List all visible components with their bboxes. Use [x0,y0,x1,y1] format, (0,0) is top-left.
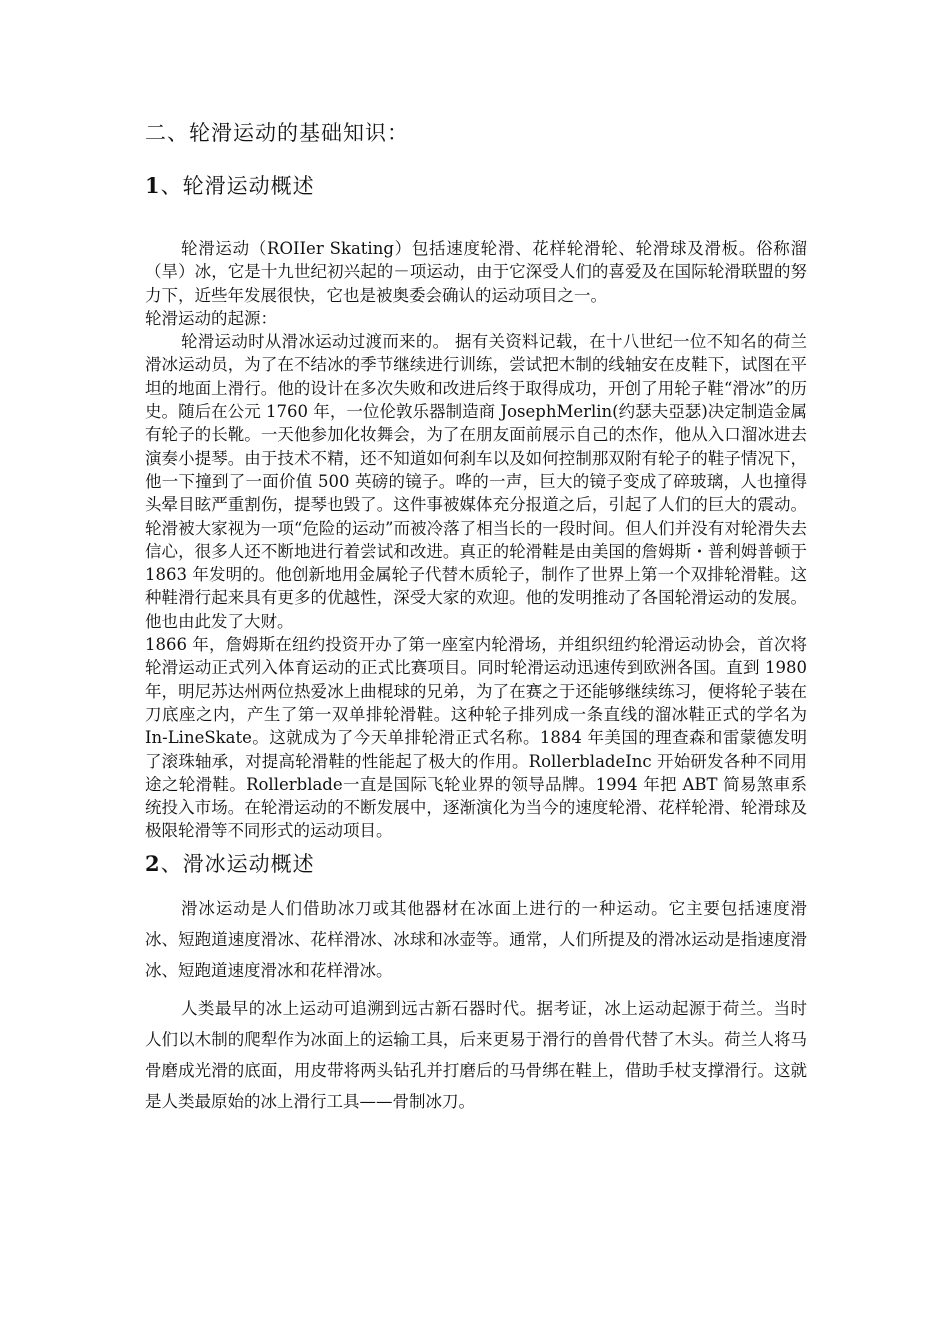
document-content [145,118,807,1124]
paragraph: 轮滑运动的起源： [145,308,277,328]
paragraph: 1866 年，詹姆斯在纽约投资开办了第一座室内轮滑场，并组织纽约轮滑运动协会，首次将轮滑运动正式列入体育运动的正式比赛项目。同时轮滑运动迅速传到欧洲各国。直到 1980 年，明尼苏达州两位热爱冰上曲棍球的兄弟，为了在赛之于还能够继续练习，便将轮子装在刀底座之内，产生了第一双单排轮滑鞋。这种轮子排列成一条直线的溜冰鞋正式的学名为 In-LineSkate。这就成为了今天单排轮滑正式名称。1884 年美国的理查森和雷蒙德发明了滚珠轴承，对提高轮滑鞋的性能起了极大的作用。RollerbladeInc 开始研发各种不同用途之轮滑鞋。Rollerblade一直是国际飞轮业界的领导品牌。1994 年把 ABT 简易煞車系统投入市场。在轮滑运动的不断发展中，逐渐演化为当今的速度轮滑、花样轮滑、轮滑球及极限轮滑等不同形式的运动项目。 [145,635,807,841]
subsection-number: 2 [145,850,161,876]
subsection-heading-1 [145,171,807,201]
section-title: 二、轮滑运动的基础知识： [145,121,409,145]
paragraph: 轮滑运动（ROIIer Skating）包括速度轮滑、花样轮滑轮、轮滑球及滑板。俗称溜（旱）冰，它是十九世纪初兴起的－项运动，由于它深受人们的喜爱及在国际轮滑联盟的努力下，近些年发展很快，它也是被奥委会确认的运动项目之一。 [145,239,807,305]
subsection-title: 、轮滑运动概述 [160,174,315,198]
subsection-title: 、滑冰运动概述 [160,851,315,876]
paragraph: 轮滑运动时从滑冰运动过渡而来的。 据有关资料记载，在十八世纪一位不知名的荷兰滑冰运动员，为了在不结冰的季节继续进行训练，尝试把木制的线轴安在皮鞋下，试图在平坦的地面上滑行。他的设计在多次失败和改进后终于取得成功，开创了用轮子鞋“滑冰”的历史。随后在公元 1760 年，一位伦敦乐器制造商 JosephMerlin(约瑟夫亞瑟)决定制造金属有轮子的长靴。一天他参加化妆舞会，为了在朋友面前展示自己的杰作，他从入口溜冰进去演奏小提琴。由于技术不精，还不知道如何刹车以及如何控制那双附有轮子的鞋子情况下，他一下撞到了一面价值 500 英磅的镜子。哗的一声，巨大的镜子变成了碎玻璃，人也撞得头晕目眩严重割伤，提琴也毁了。这件事被媒体充分报道之后，引起了人们的巨大的震动。轮滑被大家视为一项“危险的运动”而被冷落了相当长的一段时间。但人们并没有对轮滑失去信心，很多人还不断地进行着尝试和改进。真正的轮滑鞋是由美国的詹姆斯・普利姆普顿于 1863 年发明的。他创新地用金属轮子代替木质轮子，制作了世界上第一个双排轮滑鞋。这种鞋滑行起来具有更多的优越性，深受大家的欢迎。他的发明推动了各国轮滑运动的发展。他也由此发了大财。 [145,332,807,631]
paragraph: 人类最早的冰上运动可追溯到远古新石器时代。据考证，冰上运动起源于荷兰。当时人们以木制的爬犁作为冰面上的运输工具，后来更易于滑行的兽骨代替了木头。荷兰人将马骨磨成光滑的底面，用皮带将两头钻孔并打磨后的马骨绑在鞋上，借助手杖支撑滑行。这就是人类最原始的冰上滑行工具——骨制冰刀。 [145,998,807,1111]
paragraph: 滑冰运动是人们借助冰刀或其他器材在冰面上进行的一种运动。它主要包括速度滑冰、短跑道速度滑冰、花样滑冰、冰球和冰壶等。通常，人们所提及的滑冰运动是指速度滑冰、短跑道速度滑冰和花样滑冰。 [145,898,807,980]
subsection-2-body [145,893,807,1117]
subsection-heading-2 [145,849,807,879]
subsection-number: 1 [145,173,161,198]
subsection-1-body [145,237,807,843]
